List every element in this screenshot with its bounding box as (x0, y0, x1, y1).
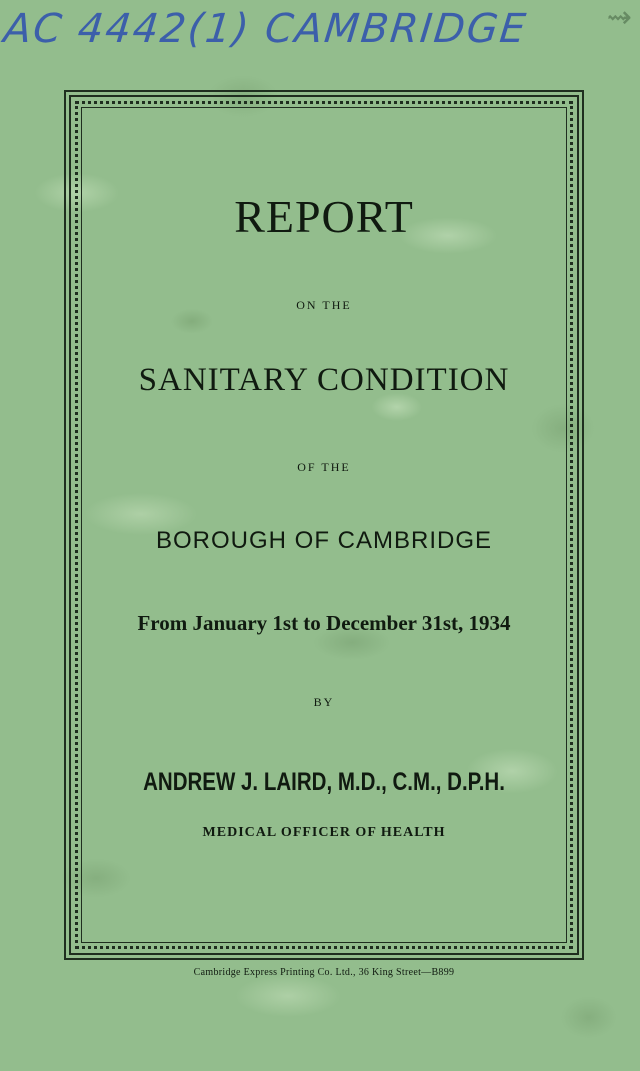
handwritten-note: AC 4442(1) CAMBRIDGE (1, 6, 530, 52)
printer-imprint: Cambridge Express Printing Co. Ltd., 36 King Street—B899 (193, 967, 455, 978)
subject-heading: SANITARY CONDITION (138, 362, 510, 398)
report-period: From January 1st to December 31st, 1934 (137, 611, 511, 635)
borough-heading: BOROUGH OF CAMBRIDGE (155, 527, 493, 554)
corner-mark: ⇝ (606, 0, 632, 35)
report-title: REPORT (234, 191, 414, 242)
by-label: BY (313, 695, 335, 709)
author-title: MEDICAL OFFICER OF HEALTH (202, 825, 446, 840)
on-the-label: ON THE (296, 298, 352, 312)
of-the-label: OF THE (297, 460, 351, 474)
author-name: ANDREW J. LAIRD, M.D., C.M., D.P.H. (143, 768, 505, 796)
